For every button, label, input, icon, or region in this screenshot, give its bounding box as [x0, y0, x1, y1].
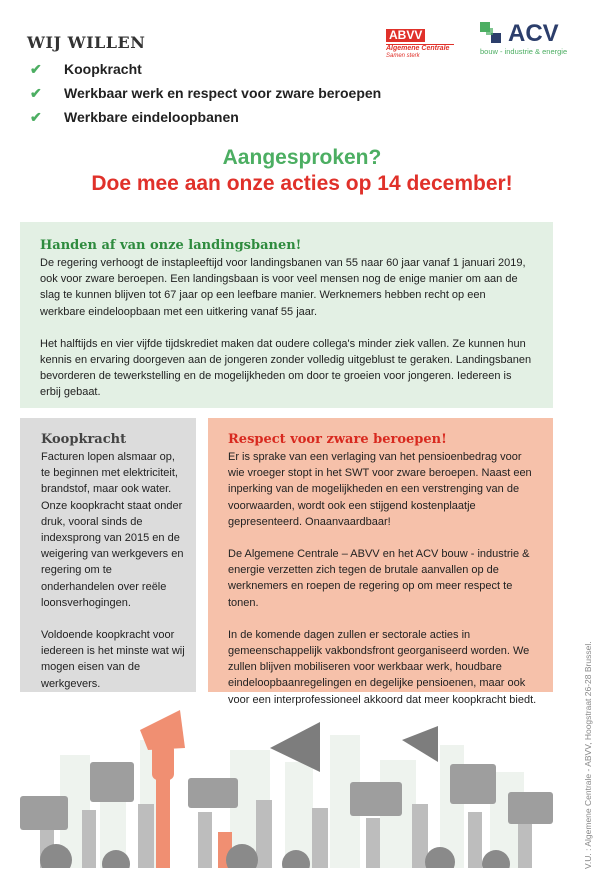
bullet-label: Werkbare eindeloopbanen	[64, 109, 239, 125]
bullet-item	[30, 83, 381, 103]
section-heading: Respect voor zware beroepen!	[228, 432, 447, 447]
responsible-publisher: V.U. : Algemene Centrale - ABVV, Hoogstraat 26-28 Brussel.	[583, 641, 593, 869]
bullet-label: Koopkracht	[64, 61, 142, 77]
protest-illustration	[20, 700, 553, 868]
koopkracht-section	[20, 418, 196, 692]
bullet-item	[30, 59, 142, 79]
abvv-logo-line2: Samen sterk	[386, 53, 420, 59]
check-icon: ✔	[30, 109, 42, 125]
bullet-label: Werkbaar werk en respect voor zware beroepen	[64, 85, 382, 101]
acv-logo-name: ACV	[508, 20, 559, 47]
check-icon: ✔	[30, 85, 42, 101]
bullet-item	[30, 107, 239, 127]
call-action: Doe mee aan onze acties op 14 december!	[91, 172, 513, 195]
section-paragraph: Er is sprake van een verlaging van het pensioenbedrag voor wie vroeger stopt in het SWT voor zware beroepen. Naast een inperking van de mogelijkheden en een verstrenging van de voorwaarden, wordt ook een stijgend kostenplaatje gepresenteerd. Onaanvaardbaar!	[228, 451, 532, 528]
respect-section	[208, 418, 553, 706]
section-paragraph: Het halftijds en vier vijfde tijdskrediet maken dat oudere collega's minder ziek vallen. Ze kunnen hun kennis en ervaring doorgeven aan de jongeren zonder volledig uitgeblust te geraken. Landingsbanen bevorderen de tewerkstelling en de mogelijkheden om door te groeien voor jongeren. Iedereen is erbij gebaat.	[40, 337, 532, 399]
abvv-logo-line1: Algemene Centrale	[386, 44, 454, 53]
section-paragraph: Voldoende koopkracht voor iedereen is het minste wat wij mogen eisen van de werkgevers.	[41, 629, 185, 690]
section-paragraph: De regering verhoogt de instapleeftijd voor landingsbanen van 55 naar 60 jaar vanaf 1 januari 2019, ook voor zware beroepen. Een landingsbaan is voor veel mensen nog de enige manier om aan de slag te kunnen blijven tot 67 jaar op een leefbare manier. Werknemers hebben recht op een werkbare eindeloopbaan met een uitkering vanaf 55 jaar.	[40, 257, 526, 318]
abvv-logo	[386, 26, 454, 60]
section-paragraph: In de komende dagen zullen er sectorale acties in gemeenschappelijk vakbondsfront georganiseerd worden. We zullen blijven mobiliseren voor werkbaar werk, houdbare eindeloopbaanregelingen en degelijke pensioenen, maar ook voor een interprofessioneel akkoord dat meer koopkracht biedt.	[228, 628, 537, 706]
section-heading: Koopkracht	[41, 432, 127, 447]
section-heading: Handen af van onze landingsbanen!	[40, 238, 302, 253]
page-title: WIJ WILLEN	[27, 33, 146, 52]
acv-logo-subtitle: bouw - industrie & energie	[480, 47, 568, 56]
acv-mark-icon	[480, 22, 504, 46]
section-paragraph: De Algemene Centrale – ABVV en het ACV bouw - industrie & energie verzetten zich tegen de brutale aanvallen op de werknemers en roepen de regering op om meer respect te tonen.	[228, 548, 530, 609]
check-icon: ✔	[30, 61, 42, 77]
acv-logo	[480, 22, 584, 56]
abvv-logo-name: ABVV	[386, 29, 425, 42]
call-heading: Aangesproken?	[222, 146, 382, 169]
landingsbanen-section	[20, 222, 553, 408]
section-paragraph: Facturen lopen alsmaar op, te beginnen met elektriciteit, brandstof, maar ook water. Onze koopkracht staat onder druk, vooral sinds de indexsprong van 2015 en de weigering van werkgevers en regering om te onderhandelen over reële loonsverhogingen.	[41, 451, 184, 609]
